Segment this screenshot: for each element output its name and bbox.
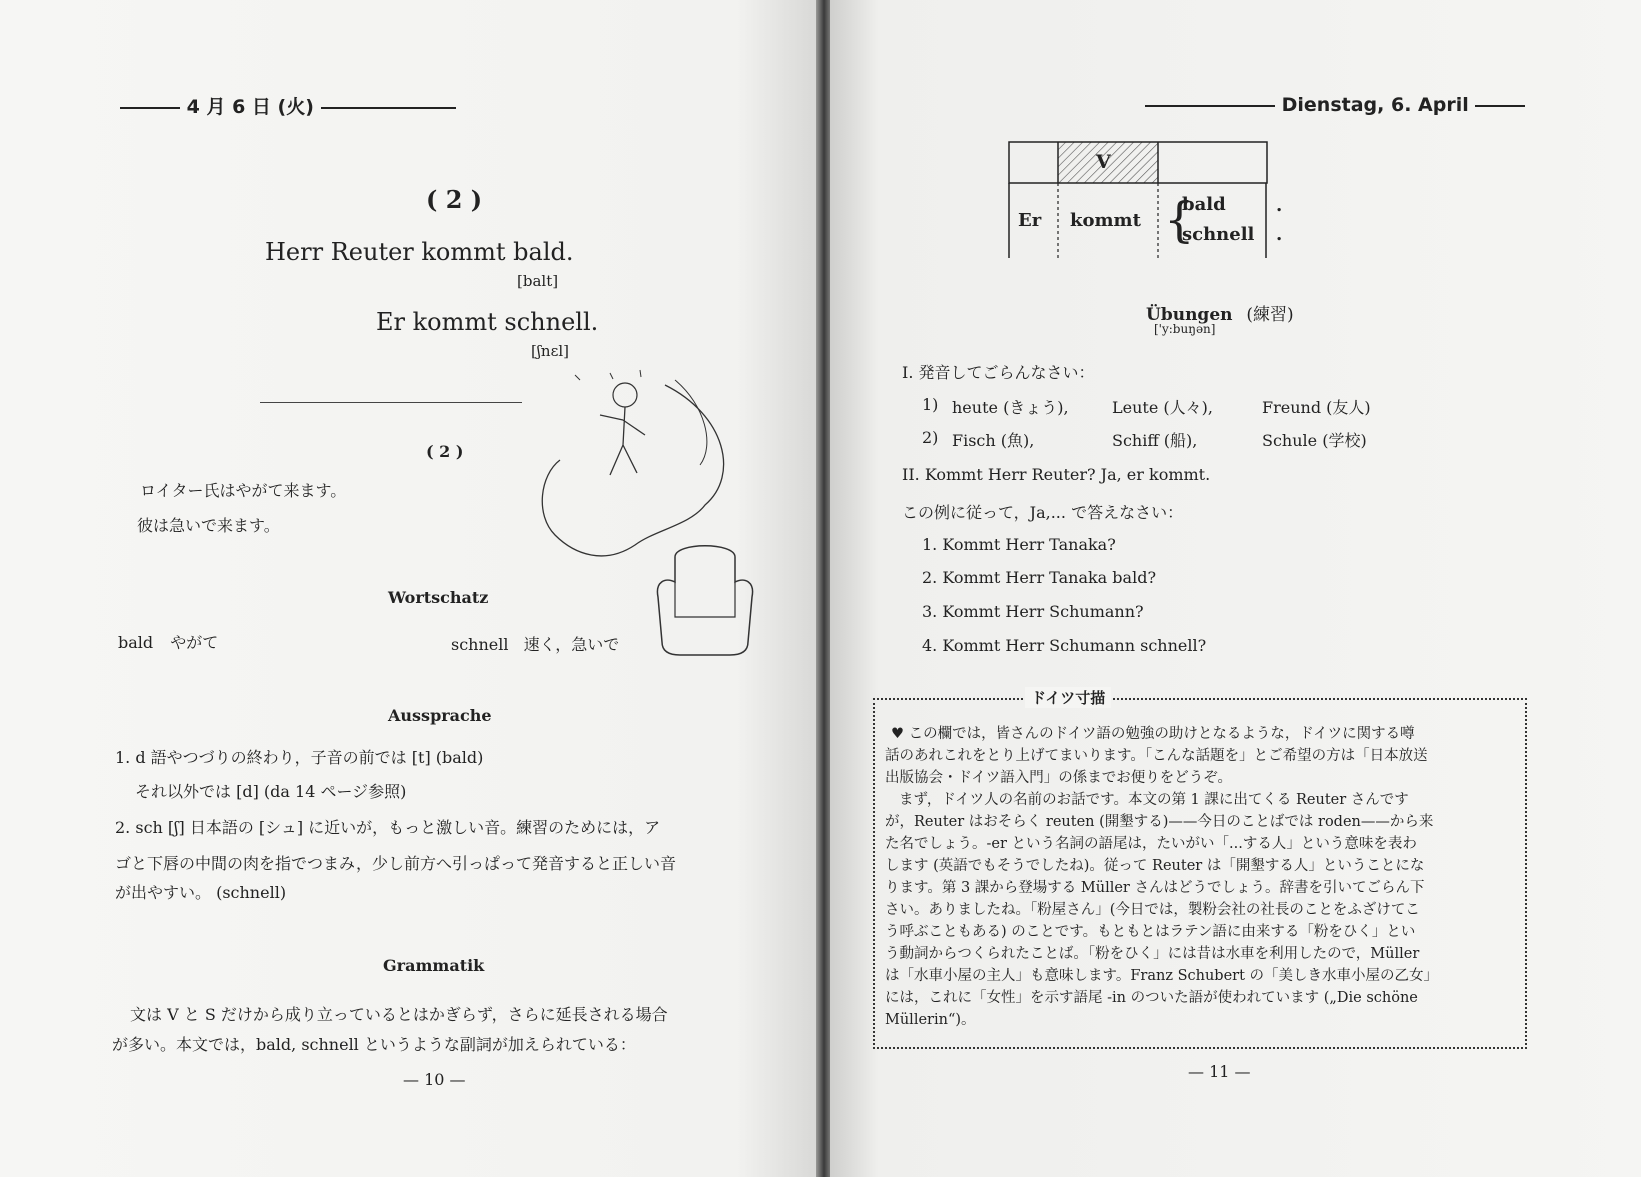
vocab-meaning: 速く，急いで: [523, 635, 620, 654]
column-box: [873, 689, 1527, 1049]
diagram-verb: kommt: [1070, 210, 1141, 231]
vocab-item: [451, 632, 619, 655]
word: Freund (友人): [1262, 398, 1371, 417]
pronunciation-2: [ʃnɛl]: [531, 342, 570, 360]
translation-2: 彼は急いで来ます。: [137, 516, 280, 535]
page-number-left: — 10 —: [403, 1070, 466, 1089]
word: Schule (学校): [1262, 431, 1367, 450]
grammar-line: 文は V と S だけから成り立っているとはかぎらず，さらに延長される場合: [130, 1005, 668, 1024]
pronunciation-line: ゴと下唇の中間の肉を指でつまみ，少し前方へ引っぱって発音すると正しい音: [115, 854, 676, 873]
pronunciation-heading: Aussprache: [388, 706, 492, 725]
column-line: が，Reuter はおそらく reuten (開墾する)——今日のことばでは roden——から来: [885, 814, 1434, 830]
section-1-row: [922, 395, 1371, 417]
question: 2. Kommt Herr Tanaka bald?: [922, 568, 1157, 587]
diagram-brace: {: [1164, 192, 1195, 248]
word: Leute (人々),: [1112, 398, 1213, 417]
right-header: [1145, 94, 1525, 116]
sentence-1: Herr Reuter kommt bald.: [265, 238, 574, 266]
grammar-line: が多い。本文では，bald, schnell というような副詞が加えられている：: [112, 1035, 636, 1054]
question: 3. Kommt Herr Schumann?: [922, 602, 1144, 621]
exercise-title-jp: (練習): [1246, 305, 1294, 325]
row-number: 1): [922, 395, 939, 414]
word: Schiff (船),: [1112, 431, 1198, 450]
grammar-heading: Grammatik: [383, 956, 485, 975]
left-header-date: 4 月 6 日 (火): [186, 96, 314, 118]
diagram-subject: Er: [1018, 210, 1042, 231]
pronunciation-line: 2. sch [ʃ] 日本語の [シュ] に近いが，もっと激しい音。練習のためには，ア: [115, 818, 661, 837]
column-line: は「水車小屋の主人」も意味します。Franz Schubert の「美しき水車小屋の乙女」: [885, 968, 1439, 984]
sentence-diagram: V Er kommt { bald schnell . .: [1008, 140, 1308, 260]
diagram-adverb: bald: [1182, 194, 1226, 215]
right-page: [830, 0, 1641, 1177]
column-line: まず，ドイツ人の名前のお話です。本文の第 1 課に出てくる Reuter さんです: [899, 792, 1409, 808]
pronunciation-line: 1. d 語やつづりの終わり，子音の前では [t] (bald): [115, 748, 484, 767]
translation-1: ロイター氏はやがて来ます。: [140, 481, 347, 500]
pronunciation-1: [balt]: [517, 272, 559, 290]
column-line: Müllerin“)。: [885, 1012, 976, 1028]
word: heute (きょう),: [952, 398, 1069, 417]
column-line: さい。ありましたね。「粉屋さん」(今日では，製粉会社の社長のことをふざけてこ: [885, 902, 1420, 918]
pronunciation-line: が出やすい。 (schnell): [115, 883, 287, 902]
column-line: 話のあれこれをとり上げてまいります。「こんな話題を」とご希望の方は「日本放送: [885, 748, 1428, 764]
pronunciation-line: それ以外では [d] (da 14 ページ参照): [135, 782, 407, 801]
divider: [260, 402, 522, 403]
vocab-meaning: やがて: [170, 633, 219, 652]
column-line: ♥ この欄では，皆さんのドイツ語の勉強の助けとなるような，ドイツに関する噂: [891, 726, 1415, 742]
section-2-instruction: この例に従って，Ja,... で答えなさい：: [902, 503, 1184, 522]
section-1-title: I. 発音してごらんなさい：: [902, 363, 1095, 382]
left-header: [120, 92, 456, 119]
column-line: う呼ぶこともある) のことです。もともとはラテン語に由来する「粉をひく」とい: [885, 924, 1416, 940]
word: Fisch (魚),: [952, 431, 1035, 450]
question: 1. Kommt Herr Tanaka?: [922, 535, 1116, 554]
translation-number: ( 2 ): [426, 442, 464, 461]
column-line: た名でしょう。-er という名詞の語尾は，たいがい「...する人」という意味を表わ: [885, 836, 1417, 852]
section-1-row: [922, 428, 1367, 450]
exercise-title: Übungen: [1146, 305, 1233, 325]
exercise-pronunciation: ['y:buŋən]: [1154, 322, 1216, 336]
lesson-number: ( 2 ): [426, 185, 483, 214]
vocab-word: schnell: [451, 635, 509, 654]
column-line: ります。第 3 課から登場する Müller さんはどうでしょう。辞書を引いてごらん下: [885, 880, 1425, 896]
diagram-adverb: schnell: [1182, 224, 1255, 245]
column-line: う動詞からつくられたことば。「粉をひく」には昔は水車を利用したので，Müller: [885, 946, 1420, 962]
illustration-armchair: [650, 537, 760, 667]
column-line: 出版協会・ドイツ語入門」の係までお便りをどうぞ。: [885, 770, 1232, 786]
diagram-v-label: V: [1096, 151, 1111, 173]
column-line: には，これに「女性」を示す語尾 -in のついた語が使われています („Die schöne: [885, 990, 1418, 1006]
question: 4. Kommt Herr Schumann schnell?: [922, 636, 1207, 655]
vocab-heading: Wortschatz: [388, 588, 489, 607]
row-number: 2): [922, 428, 939, 447]
right-header-date: Dienstag, 6. April: [1281, 94, 1469, 116]
section-2-title: II. Kommt Herr Reuter? Ja, er kommt.: [902, 465, 1211, 484]
left-page: [0, 0, 818, 1177]
vocab-word: bald: [118, 633, 154, 652]
column-box-title: ドイツ寸描: [1025, 687, 1111, 708]
sentence-2: Er kommt schnell.: [376, 308, 599, 336]
page-number-right: — 11 —: [1188, 1062, 1251, 1081]
column-line: します (英語でもそうでしたね)。従って Reuter は「開墾する人」ということにな: [885, 858, 1425, 874]
vocab-item: [118, 630, 218, 653]
